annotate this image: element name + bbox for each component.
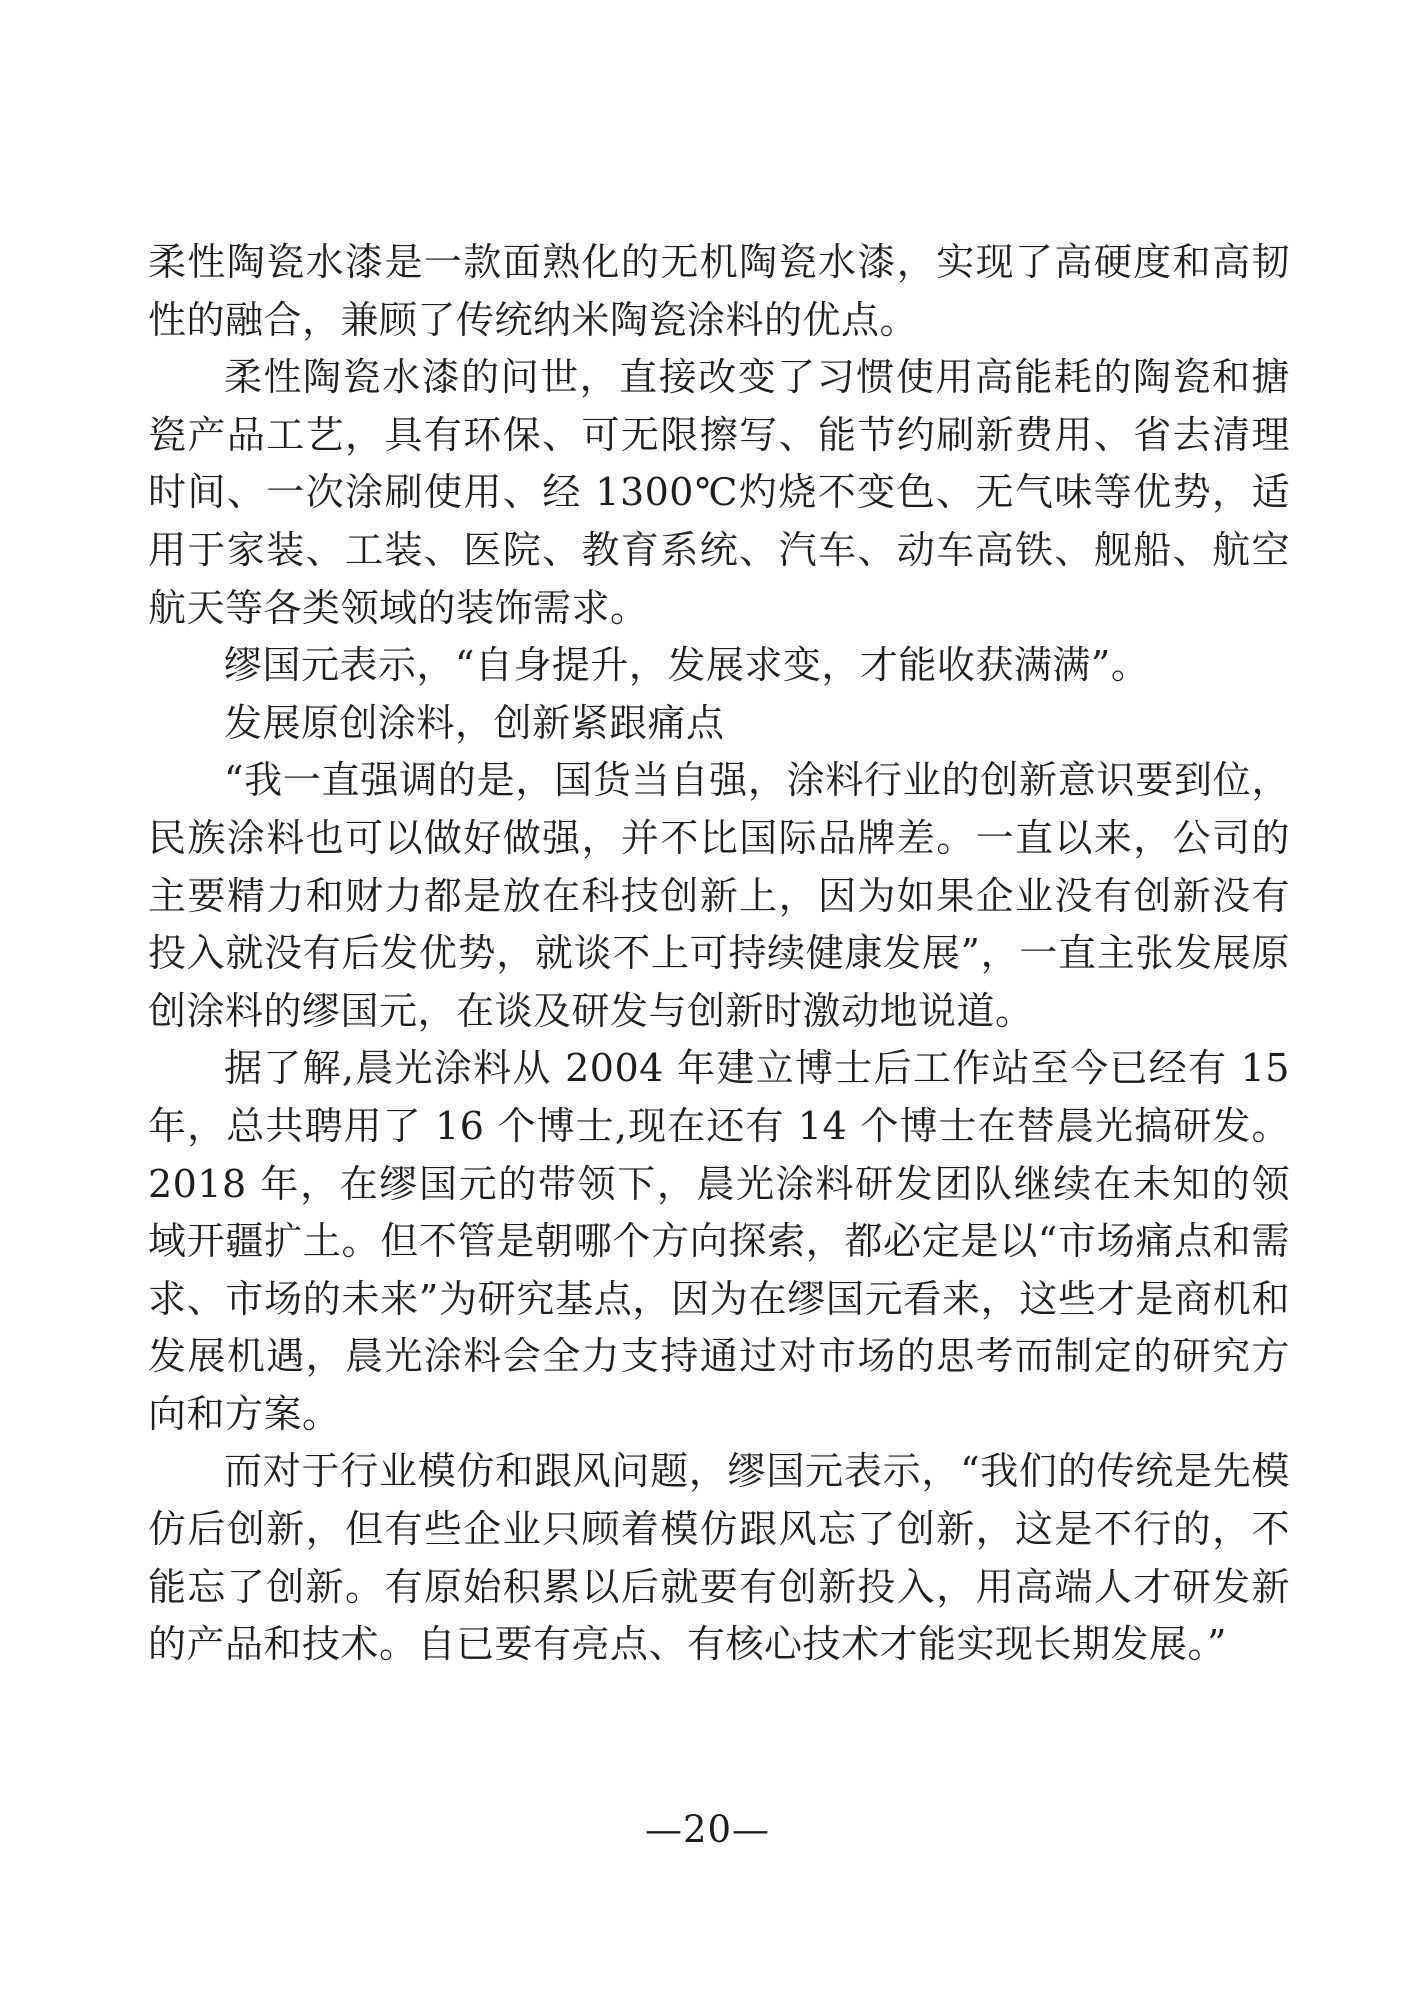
paragraph: 缪国元表示，“自身提升，发展求变，才能收获满满”。 (224, 643, 1150, 688)
page-number: —20— (644, 1808, 771, 1851)
paragraph: 据了解,晨光涂料从 2004 年建立博士后工作站至今已经有 15 年，总共聘用了 16 个博士,现在还有 14 个博士在替晨光搞研发。2018 年，在缪国元的带领下，晨光涂料研发团队继续在未知的领域开疆扩土。但不管是朝哪个方向探索，都必定是以“市场痛点和需求、市场的未来”为研究基点，因为在缪国元看来，这些才是商机和发展机遇，晨光涂料会全力支持通过对市场的思考而制定的研究方向和方案。 (148, 1046, 1290, 1436)
paragraph: 柔性陶瓷水漆的问世，直接改变了习惯使用高能耗的陶瓷和搪瓷产品工艺，具有环保、可无限擦写、能节约刷新费用、省去清理时间、一次涂刷使用、经 1300℃灼烧不变色、无气味等优势，适用于家装、工装、医院、教育系统、汽车、动车高铁、舰船、航空航天等各类领域的装饰需求。 (148, 355, 1290, 630)
paragraph-continuation: 柔性陶瓷水漆是一款面熟化的无机陶瓷水漆，实现了高硬度和高韧性的融合，兼顾了传统纳米陶瓷涂料的优点。 (148, 240, 1290, 342)
paragraph: 而对于行业模仿和跟风问题，缪国元表示，“我们的传统是先模仿后创新，但有些企业只顾着模仿跟风忘了创新，这是不行的，不能忘了创新。有原始积累以后就要有创新投入，用高端人才研发新的产品和技术。自已要有亮点、有核心技术才能实现长期发展。” (148, 1449, 1290, 1667)
paragraph: “我一直强调的是，国货当自强，涂料行业的创新意识要到位，民族涂料也可以做好做强，并不比国际品牌差。一直以来，公司的主要精力和财力都是放在科技创新上，因为如果企业没有创新没有投入就没有后发优势，就谈不上可持续健康发展”，一直主张发展原创涂料的缪国元，在谈及研发与创新时激动地说道。 (148, 758, 1290, 1033)
article-text-block (148, 234, 1290, 1674)
paragraph-subheading: 发展原创涂料，创新紧跟痛点 (224, 700, 725, 745)
